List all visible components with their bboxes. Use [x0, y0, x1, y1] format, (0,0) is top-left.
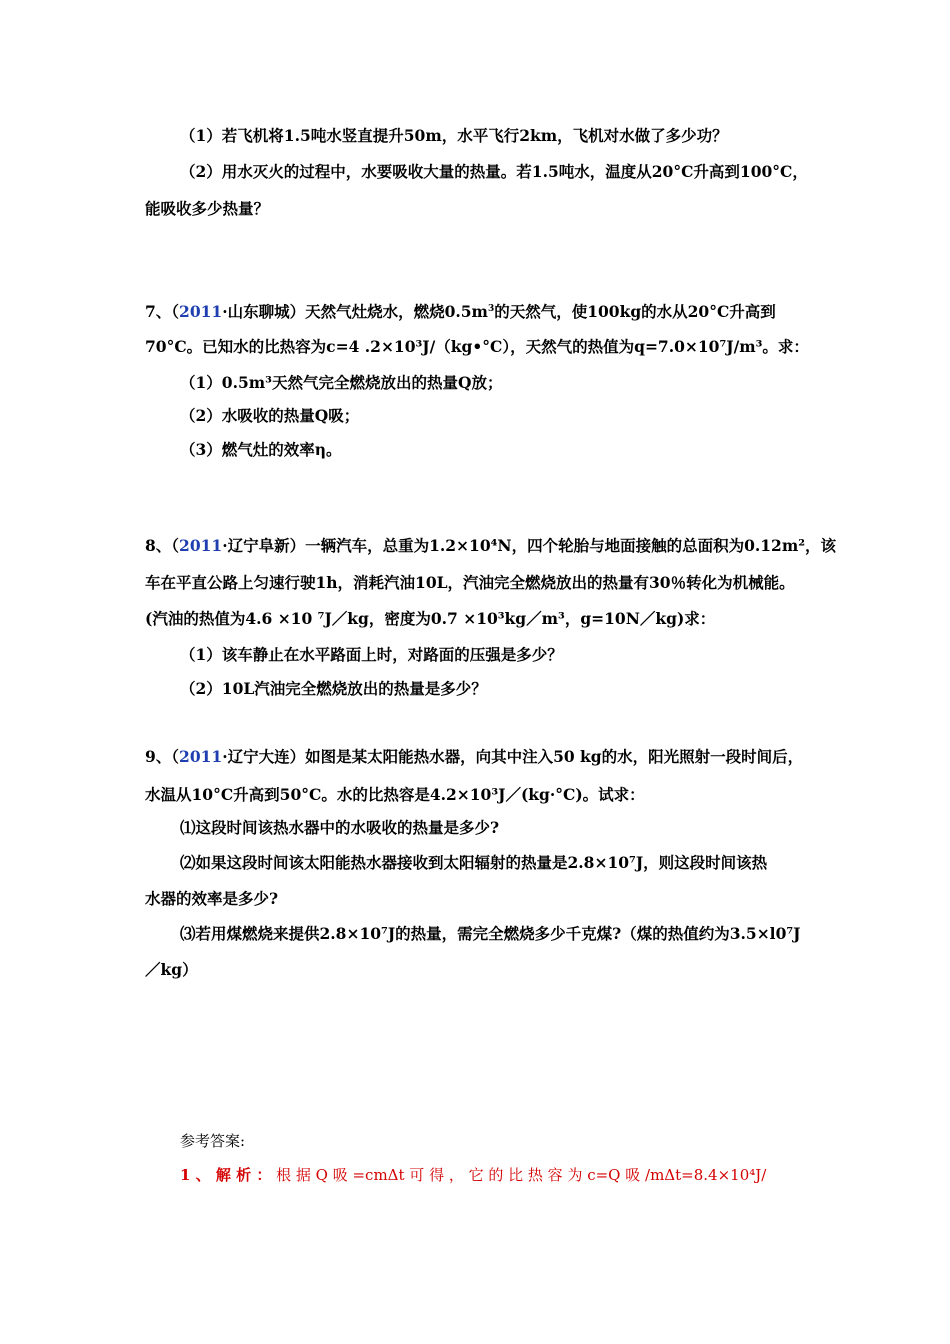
q9-line1-rest: ·辽宁大连）如图是某太阳能热水器，向其中注入50 kg的水，阳光照射一段时间后， [222, 747, 804, 766]
q9-line2: 水温从10°C升高到50°C。水的比热容是4.2×10³J／(kg·°C)。试求： [145, 785, 645, 804]
q7-year: 2011 [179, 302, 223, 322]
q8-line1 [145, 536, 836, 556]
q7-line2: 70°C。已知水的比热容为c=4 .2×10³J/（kg•°C），天然气的热值为q=7.0×10⁷J/m³。求： [145, 337, 809, 356]
q7-source-a: ·山东聊城）天然气灶烧水，燃烧0.5m [222, 302, 488, 322]
q7-number: 7、（ [145, 302, 180, 322]
answer-1 [180, 1165, 766, 1185]
answer-1-text: 根 据 Q 吸 =cmΔt 可 得 ， 它 的 比 热 容 为 c=Q 吸 /mΔt=8.4×10⁴J/ [276, 1166, 767, 1184]
q6-part2-line2: 能吸收多少热量？ [145, 199, 270, 218]
q9-part3-line1: ⑶若用煤燃烧来提供2.8×10⁷J的热量，需完全燃烧多少千克煤?（煤的热值约为3.5×l0⁷J [180, 924, 801, 943]
q7-source-b: 的天然气，使100kg的水从20°C升高到 [494, 302, 776, 322]
q9-part2-line1: ⑵如果这段时间该太阳能热水器接收到太阳辐射的热量是2.8×10⁷J，则这段时间该热 [180, 853, 768, 872]
q8-year: 2011 [179, 536, 223, 555]
q6-part2-line1: （2）用水灭火的过程中，水要吸收大量的热量。若1.5吨水，温度从20°C升高到100°C， [180, 162, 808, 181]
q8-part1: （1）该车静止在水平路面上时，对路面的压强是多少？ [180, 645, 563, 664]
q7-superscript: 3 [487, 304, 495, 314]
q7-part1: （1）0.5m³天然气完全燃烧放出的热量Q放； [180, 373, 503, 392]
q9-number: 9、（ [145, 747, 180, 766]
q9-part3-line2: ／kg） [145, 960, 198, 979]
q9-line1 [145, 747, 803, 767]
q7-part3: （3）燃气灶的效率η。 [180, 440, 342, 459]
q7-line1 [145, 299, 776, 322]
q8-line2: 车在平直公路上匀速行驶1h，消耗汽油10L，汽油完全燃烧放出的热量有30％转化为机械能。 [145, 573, 795, 592]
q8-line3: (汽油的热值为4.6 ×10 ⁷J／kg，密度为0.7 ×10³kg／m³，g=10N／kg)求： [145, 609, 716, 628]
answer-1-label: 1 、 解 析 ： [180, 1166, 272, 1184]
q9-part2-line2: 水器的效率是多少? [145, 889, 279, 908]
q8-part2: （2）10L汽油完全燃烧放出的热量是多少？ [180, 679, 487, 698]
answers-heading: 参考答案: [180, 1132, 246, 1150]
q7-part2: （2）水吸收的热量Q吸； [180, 406, 360, 425]
q8-line1-rest: ·辽宁阜新）一辆汽车，总重为1.2×10⁴N，四个轮胎与地面接触的总面积为0.12m²，该 [222, 536, 837, 555]
q9-part1: ⑴这段时间该热水器中的水吸收的热量是多少? [180, 818, 500, 837]
q8-number: 8、（ [145, 536, 180, 555]
q6-part1: （1）若飞机将1.5吨水竖直提升50m，水平飞行2km，飞机对水做了多少功？ [180, 126, 728, 145]
q9-year: 2011 [179, 747, 223, 766]
